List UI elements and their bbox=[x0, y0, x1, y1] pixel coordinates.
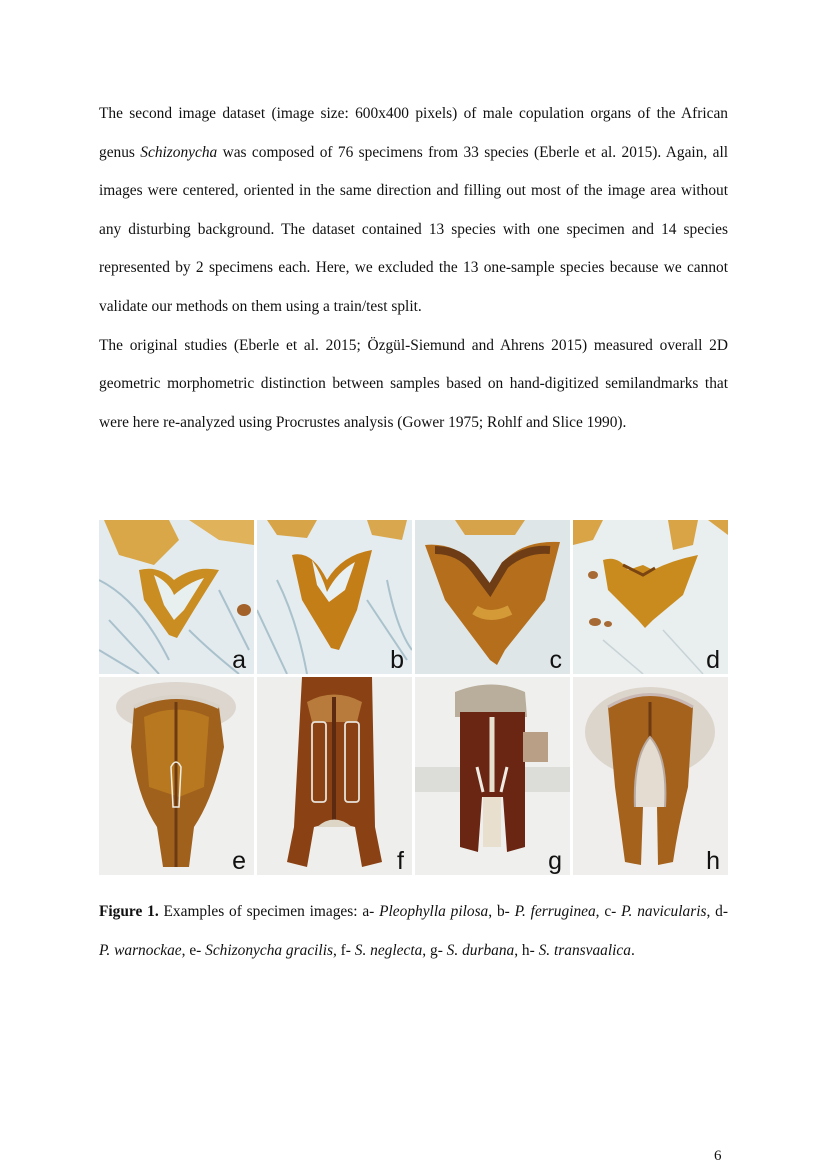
specimen-image-c bbox=[415, 520, 570, 674]
panel-label-a: a bbox=[232, 646, 246, 674]
figure-caption-text bbox=[99, 903, 728, 959]
panel-label-g: g bbox=[548, 847, 562, 875]
figure-caption-label: Figure 1. bbox=[99, 903, 159, 920]
text-run: . bbox=[630, 941, 635, 959]
specimen-image-d bbox=[573, 520, 728, 674]
specimen-image-f bbox=[257, 677, 412, 875]
specimen-image-a bbox=[99, 520, 254, 674]
text-run: , h- bbox=[514, 941, 539, 959]
italic-text: S. transvaalica bbox=[538, 941, 631, 959]
italic-text: P. navicularis bbox=[621, 903, 707, 920]
text-run: The second image dataset (image size: 600x400 pixels) of male copulation organs of the African genus bbox=[99, 105, 728, 161]
panel-label-f: f bbox=[397, 847, 404, 875]
text-run: , c- bbox=[595, 903, 622, 920]
text-run: , f- bbox=[332, 941, 355, 959]
italic-text: Schizonycha bbox=[140, 143, 218, 161]
text-run: The original studies (Eberle et al. 2015; Özgül-Siemund and Ahrens 2015) measured overall 2D geometric morphometric distinction between samples based on hand-digitized semilandmarks that were here re-analyzed using Procrustes analysis (Gower 1975; Rohlf and Slice 1990). bbox=[99, 336, 728, 431]
figure-panel-a bbox=[99, 520, 254, 674]
figure-panel-d bbox=[573, 520, 728, 674]
paragraph-1 bbox=[99, 95, 728, 327]
italic-text: Schizonycha gracilis bbox=[205, 941, 333, 959]
specimen-image-h bbox=[573, 677, 728, 875]
panel-label-h: h bbox=[706, 847, 720, 875]
text-run: was composed of 76 specimens from 33 species (Eberle et al. 2015). Again, all images were centered, oriented in the same direction and filling out most of the image area without any disturbing background. The dataset contained 13 species with one specimen and 14 species represented by 2 specimens each. Here, we excluded the 13 one-sample species because we cannot validate our methods on them using a train/test split. bbox=[99, 143, 729, 315]
figure-panel-b bbox=[257, 520, 412, 674]
text-run: , d- bbox=[706, 903, 728, 920]
panel-label-e: e bbox=[232, 847, 246, 875]
figure-panel-e bbox=[99, 677, 254, 875]
specimen-image-g bbox=[415, 677, 570, 875]
specimen-image-b bbox=[257, 520, 412, 674]
italic-text: Pleophylla pilosa bbox=[379, 903, 489, 920]
panel-label-b: b bbox=[390, 646, 404, 674]
panel-label-c: c bbox=[549, 646, 562, 674]
figure-1 bbox=[99, 520, 728, 875]
italic-text: S. durbana bbox=[446, 941, 515, 959]
italic-text: P. warnockae bbox=[99, 941, 182, 959]
body-text bbox=[99, 95, 728, 442]
figure-panel-f bbox=[257, 677, 412, 875]
page-number: 6 bbox=[714, 1148, 722, 1164]
text-run: , e- bbox=[181, 941, 206, 959]
text-run: , g- bbox=[422, 941, 447, 959]
italic-text: S. neglecta bbox=[354, 941, 423, 959]
figure-panel-h bbox=[573, 677, 728, 875]
italic-text: P. ferruginea bbox=[514, 903, 596, 920]
figure-caption bbox=[99, 893, 728, 970]
panel-label-d: d bbox=[706, 646, 720, 674]
figure-panel-g bbox=[415, 677, 570, 875]
text-run: , b- bbox=[488, 903, 515, 920]
figure-panel-c bbox=[415, 520, 570, 674]
specimen-image-e bbox=[99, 677, 254, 875]
text-run: Examples of specimen images: a- bbox=[158, 903, 380, 920]
paragraph-2 bbox=[99, 327, 728, 443]
